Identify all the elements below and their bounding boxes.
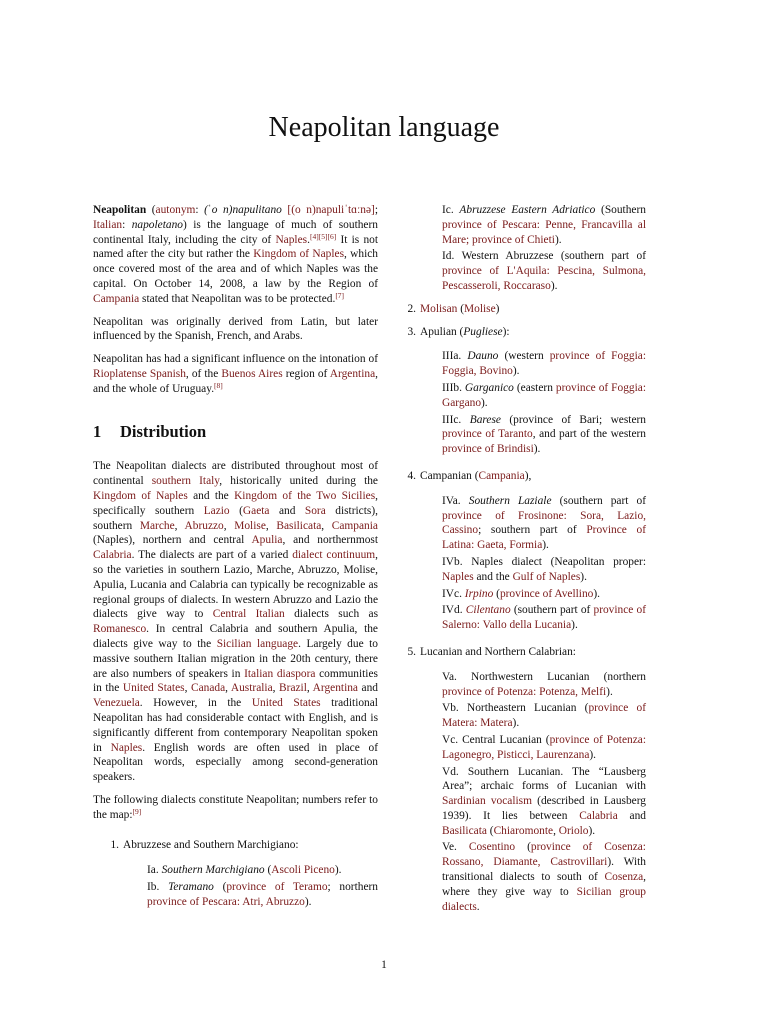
link-united-states[interactable]: United States: [251, 697, 321, 710]
dist-text: . The dialects are part of a varied: [131, 549, 289, 562]
link-calabria[interactable]: Calabria: [93, 549, 132, 562]
intro-text-2: It is not named after the city but rather the: [93, 233, 378, 261]
sub-text: and: [629, 809, 646, 822]
link-naples[interactable]: Naples: [110, 741, 143, 754]
dist-text: and the: [193, 489, 229, 502]
link-argentina[interactable]: Argentina: [312, 682, 358, 695]
intro-text-1: is the language of much of southern continental Italy, including the city of: [93, 218, 378, 246]
right-column: [398, 203, 646, 920]
dist-text: , specifically southern: [93, 489, 378, 517]
sub-text: , and part of the western: [532, 428, 646, 441]
link-autonym[interactable]: autonym: [155, 204, 196, 216]
sub-text: Naples dialect (Neapolitan proper:: [471, 555, 646, 568]
dist-text: , historically united during the: [219, 475, 378, 488]
link-cosenza[interactable]: Cosenza: [604, 871, 644, 884]
sub-text: ; northern: [327, 881, 378, 894]
list-item-head: [398, 645, 646, 660]
dialects-intro-text: The following dialects constitute Neapolitan; numbers refer to the map:: [93, 793, 378, 821]
link-lazio[interactable]: Lazio: [203, 504, 230, 517]
link-united-states[interactable]: United States: [122, 682, 185, 695]
dist-text: dialects such as: [294, 608, 379, 621]
link-southern-italy[interactable]: southern Italy: [151, 475, 220, 488]
link-basilicata[interactable]: Basilicata: [276, 519, 322, 532]
ref-4-5-6[interactable]: [4][5][6]: [309, 231, 337, 241]
sub-text: Southern Lucanian. The “Lausberg Area”; archaic forms of Lucanian with: [442, 765, 646, 793]
sub-text: (described in Lausberg 1939). It lies between: [442, 795, 646, 822]
sub-text: (eastern: [516, 381, 553, 394]
sub-number: Ic.: [442, 204, 454, 216]
dialect-name: Abruzzese Eastern Adriatico: [459, 204, 596, 216]
link-naples[interactable]: Naples: [442, 570, 474, 583]
sub-number: IVb.: [442, 555, 463, 568]
influence-text-1: Neapolitan has had a significant influence on the intonation of: [93, 353, 378, 366]
link-campania[interactable]: Campania: [93, 292, 140, 305]
list-item-head: [398, 325, 646, 340]
page-number: 1: [381, 959, 387, 971]
dist-text: The Neapolitan dialects are distributed throughout most of continental: [93, 460, 378, 488]
list-item: [101, 838, 378, 909]
link-province-pescara-chieti[interactable]: province of Pescara: Penne, Francavilla al Mare; province of Chieti: [442, 218, 646, 246]
list-number: 5.: [407, 645, 416, 658]
section-heading-distribution: [93, 421, 378, 441]
dialect-name: Garganico: [464, 381, 514, 394]
sub-list-item: Va. Northwestern Lucanian (northern province of Potenza: Potenza, Melfi).: [442, 670, 646, 698]
link-molise[interactable]: Molise: [234, 519, 266, 532]
dist-text: , and northernmost: [282, 534, 378, 547]
sub-list-item: IIIa. Dauno (western province of Foggia: Foggia, Bovino).: [442, 350, 646, 378]
list-label: Apulian (: [420, 325, 464, 338]
sub-list: [147, 863, 378, 909]
list-number: 2.: [407, 302, 416, 315]
ref-7[interactable]: [7]: [335, 290, 345, 300]
link-ascoli-piceno[interactable]: Ascoli Piceno: [271, 864, 335, 877]
link-gaeta[interactable]: Gaeta: [242, 504, 270, 517]
link-province-potenza-lagonegro[interactable]: province of Potenza: Lagonegro, Pisticci, Laurenzana: [442, 733, 646, 761]
link-apulia[interactable]: Apulia: [251, 534, 283, 547]
dist-text: , so the varieties in southern Lazio, Marche, Abruzzo, Molise, Apulia, Lucania and Calabria can typically be recognizable as regional groups of dialects. In western Abruzzo and Lazio the dialects give way to: [93, 549, 378, 621]
sub-text: and the: [476, 570, 510, 583]
link-molisan[interactable]: Molisan: [420, 302, 458, 315]
link-australia[interactable]: Australia: [230, 682, 273, 695]
sub-text: (western: [504, 350, 544, 363]
ref-8[interactable]: [8]: [214, 380, 223, 390]
link-sicilian-language[interactable]: Sicilian language: [216, 637, 299, 650]
list-label-end: ):: [502, 325, 510, 338]
sub-list-item: Ib. Teramano (province of Teramo; northern province of Pescara: Atri, Abruzzo).: [147, 881, 378, 908]
link-kingdom-of-naples[interactable]: Kingdom of Naples: [93, 489, 188, 502]
link-province-potenza[interactable]: province of Potenza: Potenza, Melfi: [442, 685, 607, 698]
intro-term: Neapolitan: [93, 204, 147, 216]
list-item-head: 2. Molisan (Molise): [398, 302, 646, 317]
list-item: [398, 645, 646, 915]
sub-list: [442, 349, 646, 457]
link-italian-diaspora[interactable]: Italian diaspora: [244, 667, 316, 680]
link-oriolo[interactable]: Oriolo: [558, 824, 589, 837]
link-province-cosenza[interactable]: province of Cosenza: Rossano, Diamante, Castrovillari: [442, 841, 646, 869]
list-item: [398, 302, 646, 317]
italian-name: napoletano: [131, 218, 183, 231]
list-label-end: ),: [524, 469, 532, 482]
link-canada[interactable]: Canada: [190, 682, 226, 695]
link-brazil[interactable]: Brazil: [279, 682, 307, 695]
sub-number: IIIb.: [442, 381, 462, 394]
sub-number: Ia.: [147, 864, 159, 877]
list-label: Lucanian and Northern Calabrian:: [420, 645, 576, 658]
link-kingdom-of-naples[interactable]: Kingdom of Naples: [253, 248, 345, 261]
link-campania[interactable]: Campania: [478, 469, 525, 482]
list-label: Abruzzese and Southern Marchigiano:: [123, 839, 299, 852]
sub-number: Vb.: [442, 702, 459, 715]
link-cosentino[interactable]: Cosentino: [468, 841, 516, 854]
list-number: 4.: [407, 469, 416, 482]
sub-number: IVa.: [442, 494, 461, 507]
link-province-avellino[interactable]: province of Avellino: [499, 587, 594, 600]
link-rioplatense-spanish[interactable]: Rioplatense Spanish: [93, 367, 186, 380]
link-province-matera[interactable]: province of Matera: Matera: [442, 702, 646, 730]
sub-number: IVd.: [442, 604, 463, 617]
sub-number: Vd.: [442, 765, 459, 778]
sub-number: Id.: [442, 250, 455, 263]
sub-list-item: Vb. Northeastern Lucanian (province of Matera: Matera).: [442, 702, 646, 730]
dialect-list: [93, 838, 378, 909]
link-chiaromonte[interactable]: Chiaromonte: [493, 824, 554, 837]
sub-list: [442, 494, 646, 633]
link-sicilian-group-dialects[interactable]: Sicilian group dialects: [442, 885, 646, 913]
link-italian[interactable]: Italian: [93, 218, 123, 231]
link-two-sicilies[interactable]: Kingdom of the Two Sicilies: [234, 489, 376, 502]
sub-text: (province of Bari; western: [509, 413, 646, 426]
link-province-pescara-atri[interactable]: province of Pescara: Atri, Abruzzo: [147, 895, 305, 908]
link-province-brindisi[interactable]: province of Brindisi: [442, 443, 534, 456]
link-marche[interactable]: Marche: [139, 519, 175, 532]
sub-text: , where they give way to: [442, 871, 646, 898]
intro-text-4: stated that Neapolitan was to be protected.: [142, 292, 336, 305]
sub-list-continued: [442, 203, 646, 294]
influence-paragraph: [93, 352, 378, 396]
list-label-italic: Pugliese: [463, 325, 503, 338]
link-sardinian-vocalism[interactable]: Sardinian vocalism: [442, 795, 532, 808]
link-abruzzo[interactable]: Abruzzo: [184, 519, 224, 532]
dialects-intro-paragraph: [93, 793, 378, 823]
sub-number: Vc.: [442, 733, 459, 746]
link-basilicata[interactable]: Basilicata: [442, 824, 487, 837]
sub-number: Va.: [442, 670, 457, 683]
dialect-name: Southern Laziale: [468, 494, 552, 507]
dist-text: and: [278, 504, 296, 517]
distribution-paragraph: The Neapolitan dialects are distributed throughout most of continental southern Italy, historically united during the Kingdom of Naples and the Kingdom of the Two Sicilies, specifically southern Lazio (Gaeta and Sora districts), southern Marche, Abruzzo, Molise, Basilicata, Campania (Naples), northern and central Apulia, and northernmost Calabria. The dialects are part of a varied dialect continuum, so the varieties in southern Lazio, Marche, Abruzzo, Molise, Apulia, Lucania and Calabria can typically be recognizable as regional groups of dialects. In western Abruzzo and Lazio the dialects give way to Central Italian dialects such as Romanesco. In central Calabria and southern Apulia, the dialects give way to the Sicilian language. Largely due to massive southern Italian migration in the 20th century, there are also numbers of speakers in Italian diaspora communities in the United States, Canada, Australia, Brazil, Argentina and Venezuela. However, in the United States traditional Neapolitan has had considerable contact with English, and is significantly different from contemporary Neapolitan spoken in Naples. English words are often used in place of Neapolitan words, especially among second-generation speakers.: [93, 460, 379, 784]
dist-text: districts), southern: [93, 504, 378, 532]
link-buenos-aires[interactable]: Buenos Aires: [221, 367, 283, 380]
list-item: [398, 325, 646, 457]
dist-text: . English words are often used in place of Neapolitan words, especially among second-generation speakers.: [93, 741, 378, 784]
dialect-name: Southern Marchigiano: [161, 864, 265, 877]
dist-text: . In central Calabria and southern Apulia, the dialects give way to the: [93, 623, 378, 650]
sub-list-item: IIIc. Barese (province of Bari; western province of Taranto, and part of the western province of Brindisi).: [442, 413, 646, 456]
section-title: Distribution: [120, 421, 207, 441]
dist-text: and: [361, 682, 378, 695]
link-dialect-continuum[interactable]: dialect continuum: [292, 549, 376, 562]
link-province-taranto[interactable]: province of Taranto: [442, 428, 533, 441]
sub-number: IIIc.: [442, 413, 462, 426]
link-romanesco[interactable]: Romanesco: [93, 623, 147, 636]
link-argentina[interactable]: Argentina: [329, 367, 376, 380]
list-number: 1.: [110, 839, 119, 852]
sub-number: IVc.: [442, 587, 462, 600]
dist-text: . However, in the: [139, 697, 242, 710]
intro-text-3: , which once covered most of the area and of which Naples was the capital. On October 14, 2008, a law by the Region of: [93, 248, 378, 290]
list-item-head: [398, 469, 646, 484]
link-central-italian[interactable]: Central Italian: [212, 608, 285, 621]
link-province-salerno[interactable]: province of Salerno: Vallo della Lucania: [442, 604, 646, 632]
sub-list-item: IVd. Cilentano (southern part of province of Salerno: Vallo della Lucania).: [442, 604, 646, 632]
link-cilentano[interactable]: Cilentano: [465, 604, 511, 617]
ref-9[interactable]: [9]: [132, 806, 142, 816]
sub-list-item: IIIb. Garganico (eastern province of Foggia: Gargano).: [442, 381, 646, 409]
sub-list-item: Ic. Abruzzese Eastern Adriatico (Southern province of Pescara: Penne, Francavilla al Mare; province of Chieti).: [442, 204, 646, 246]
autonym-phonetic: (ˈo n)napulitano: [204, 204, 282, 216]
sub-list-item: Ve. Cosentino (province of Cosenza: Rossano, Diamante, Castrovillari). With transitional dialects to south of Cosenza, where they give way to Sicilian group dialects.: [442, 841, 647, 913]
link-naples[interactable]: Naples: [275, 233, 308, 246]
dialect-name: Dauno: [467, 350, 499, 363]
link-irpino[interactable]: Irpino: [464, 587, 494, 600]
sub-text: (southern part of: [513, 604, 591, 617]
dist-text: (: [239, 504, 243, 517]
sub-number: Ve.: [442, 841, 457, 854]
dist-text: (Naples), northern and central: [93, 534, 245, 547]
influence-text-2: , of the: [185, 367, 219, 380]
list-item: [398, 469, 646, 633]
page-title: Neapolitan language: [268, 112, 500, 143]
sub-list-item: Vd. Southern Lucanian. The “Lausberg Area”; archaic forms of Lucanian with Sardinian vocalism (described in Lausberg 1939). It lies between Calabria and Basilicata (Chiaromonte, Oriolo).: [442, 765, 646, 837]
link-province-foggia[interactable]: province of Foggia: Foggia, Bovino: [442, 350, 646, 378]
link-province-teramo[interactable]: province of Teramo: [226, 881, 328, 894]
link-province-frosinone[interactable]: province of Frosinone: Sora, Lazio, Cassino: [442, 509, 646, 537]
link-province-foggia-gargano[interactable]: province of Foggia: Gargano: [442, 381, 646, 409]
list-label: Campanian (: [420, 469, 479, 482]
link-sora[interactable]: Sora: [304, 504, 326, 517]
origin-paragraph: Neapolitan was originally derived from Latin, but later influenced by the Spanish, French, and Arabs.: [93, 315, 378, 343]
sub-text: Western Abruzzese (southern part of: [461, 250, 646, 263]
list-number: 3.: [407, 325, 416, 338]
sub-list-item: Vc. Central Lucanian (province of Potenza: Lagonegro, Pisticci, Laurenzana).: [442, 733, 646, 761]
sub-list-item: IVa. Southern Laziale (southern part of province of Frosinone: Sora, Lazio, Cassino; southern part of Province of Latina: Gaeta, Formia).: [442, 494, 647, 552]
link-calabria[interactable]: Calabria: [579, 809, 618, 822]
sub-text: Central Lucanian (: [462, 733, 550, 746]
sub-text: ; southern part of: [478, 524, 577, 537]
sub-list: [442, 670, 646, 915]
influence-text-4: , and the whole of Uruguay.: [93, 367, 378, 395]
left-column: [93, 203, 378, 916]
sub-text: Northwestern Lucanian (northern: [471, 670, 646, 683]
link-molise[interactable]: Molise: [464, 302, 496, 315]
dialect-list-continued: [398, 302, 646, 915]
link-autonym-ipa[interactable]: [(o n)napuliˈtɑːnə]: [287, 204, 375, 216]
section-number: 1: [93, 421, 102, 441]
dist-text: traditional Neapolitan has had considerable contact with English, and is significantly different from contemporary Neapolitan spoken in: [93, 697, 378, 754]
influence-text-3: region of: [285, 367, 328, 380]
link-campania[interactable]: Campania: [331, 519, 378, 532]
sub-list-item: Id. Western Abruzzese (southern part of province of L'Aquila: Pescina, Sulmona, Pescasseroli, Roccaraso).: [442, 250, 646, 292]
dist-text: communities in the: [93, 667, 378, 695]
sub-text: Northeastern Lucanian (: [467, 702, 589, 715]
sub-number: Ib.: [147, 881, 160, 894]
link-province-latina[interactable]: Province of Latina: Gaeta, Formia: [442, 524, 646, 552]
dialect-name: Teramano: [168, 881, 214, 894]
link-province-laquila[interactable]: province of L'Aquila: Pescina, Sulmona, Pescasseroli, Roccaraso: [442, 265, 646, 292]
sub-text: (Southern: [601, 204, 646, 216]
link-gulf-of-naples[interactable]: Gulf of Naples: [512, 570, 581, 583]
sub-text: (southern part of: [559, 494, 647, 507]
dist-text: . Largely due to massive southern Italian migration in the 20th century, there are also numbers of speakers in: [93, 637, 378, 680]
sub-number: IIIa.: [442, 350, 462, 363]
dialect-name: Barese: [469, 413, 501, 426]
sub-list-item: IVc. Irpino (province of Avellino).: [442, 587, 601, 600]
link-venezuela[interactable]: Venezuela: [93, 697, 140, 710]
sub-text: . With transitional dialects to south of: [442, 856, 647, 884]
list-item-head: [101, 838, 378, 853]
intro-paragraph: Neapolitan (autonym: (ˈo n)napulitano [(o n)napuliˈtɑːnə]; Italian: napoletano) is the language of much of southern continental Italy, including the city of Naples.[4][5][6] It is not named after the city but rather the Kingdom of Naples, which once covered most of the area and of which Naples was the capital. On October 14, 2008, a law by the Region of Campania stated that Neapolitan was to be protected.[7]: [93, 204, 378, 305]
sub-list-item: IVb. Naples dialect (Neapolitan proper: Naples and the Gulf of Naples).: [442, 555, 646, 583]
sub-list-item: Ia. Southern Marchigiano (Ascoli Piceno).: [147, 864, 342, 877]
